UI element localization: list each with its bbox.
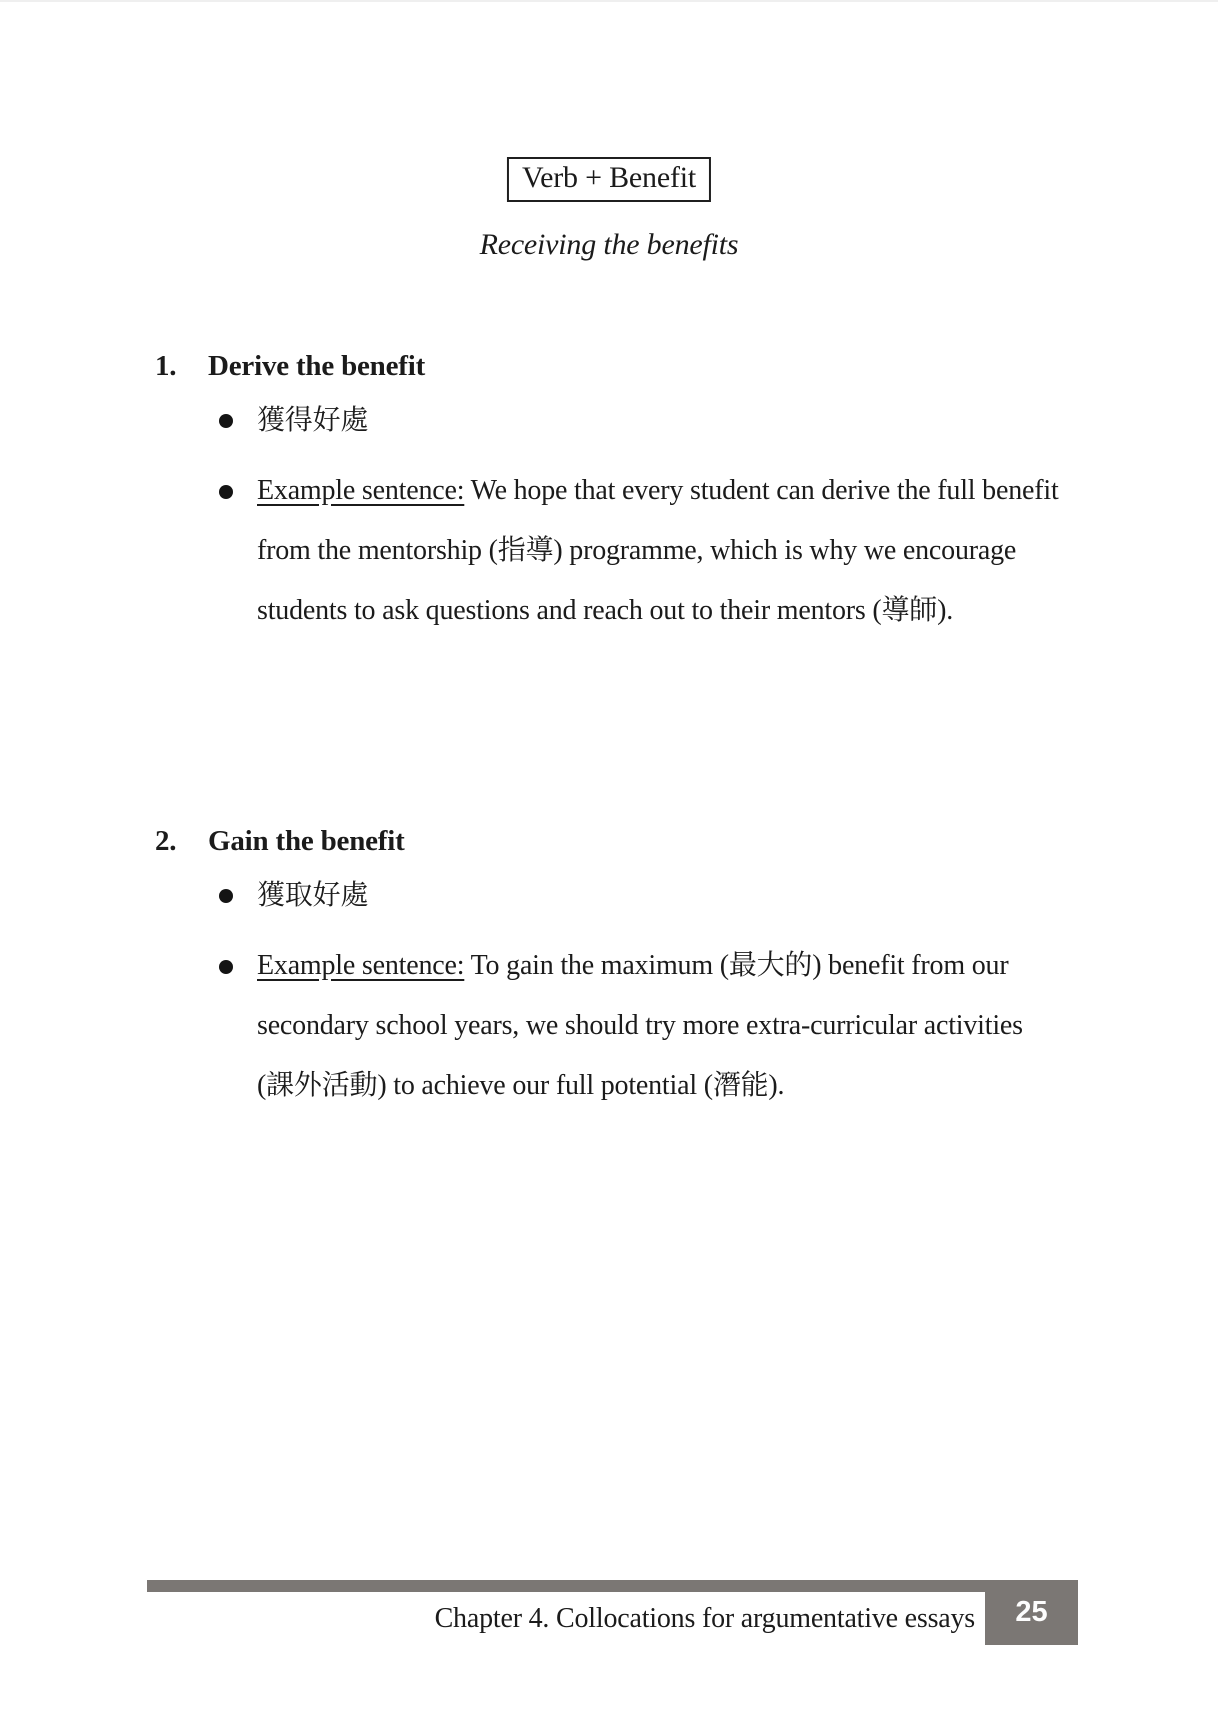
page-title: Verb + Benefit (521, 161, 697, 194)
example-text: To gain the maximum (最大的) benefit from our secondary school years, we should try more extra-curricular activities (課外活動) to achieve our full potential (潛能). (257, 950, 1023, 1101)
footer-rule (147, 1580, 1078, 1592)
example-label: Example sentence: (257, 950, 465, 981)
example-paragraph (257, 936, 1063, 1116)
bullet-icon (219, 414, 233, 428)
bullet-icon (219, 485, 233, 499)
example-paragraph (257, 461, 1063, 641)
footer-chapter-label: Chapter 4. Collocations for argumentative essays (434, 1603, 975, 1634)
page-subtitle: Receiving the benefits (479, 228, 739, 261)
page-number: 25 (1015, 1596, 1048, 1628)
translation-text: 獲得好處 (257, 405, 369, 436)
page-number-badge (985, 1580, 1078, 1645)
title-box (507, 157, 711, 202)
bullet-icon (219, 960, 233, 974)
bullet-icon (219, 889, 233, 903)
example-text: We hope that every student can derive the full benefit from the mentorship (指導) programme, which is why we encourage students to ask questions and reach out to their mentors (導師). (257, 475, 1059, 626)
translation-text: 獲取好處 (257, 880, 369, 911)
example-label: Example sentence: (257, 475, 465, 506)
section-number: 2. (155, 825, 177, 857)
section-title: Gain the benefit (208, 825, 405, 857)
section-title: Derive the benefit (208, 350, 426, 382)
section-number: 1. (155, 350, 177, 382)
